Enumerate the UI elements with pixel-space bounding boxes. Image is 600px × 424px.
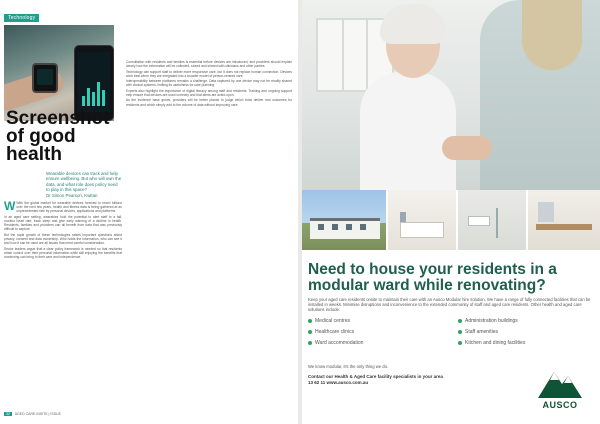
feature-item: Medical centres (308, 318, 350, 324)
paragraph: In an aged care setting, wearables hold the potential to alert staff to a fall, monitor heart rate, track sleep and give early warning of a decline in health. Residents, families and providers can all benefit from data that was previously difficult to capture. (4, 214, 122, 232)
thumbnail-building-exterior (302, 190, 386, 250)
bullet-icon (458, 341, 462, 345)
smartwatch-photo (4, 25, 114, 121)
contact-phone-web: 13 62 11 www.ausco.com.au (308, 379, 369, 385)
mountain-logo-icon (532, 366, 588, 400)
smartwatch-icon (32, 63, 58, 93)
article-standfirst (46, 171, 122, 198)
drop-cap: W (4, 201, 16, 213)
holding-hands (442, 136, 492, 160)
footer-text: AGED CARE INSITE | ISSUE (14, 412, 61, 416)
thumbnail-bathroom (458, 190, 526, 250)
paragraph: Technology can support staff to deliver more responsive care, but it does not replace human connection. Devices work best when they are integrated into a broader model of person-centred care. (126, 69, 292, 78)
right-page-advert (302, 0, 600, 424)
contact-line: Contact our Health & Aged Care facility specialists in your area (308, 374, 443, 379)
bullet-icon (308, 341, 312, 345)
paragraph: Experts also highlight the importance of digital literacy among staff and residents. Training and ongoing support help ensure that devices are used correctly and that alerts are acted upon. (126, 88, 292, 97)
article-headline: Screenshot of good health (6, 108, 110, 165)
bullet-icon (458, 330, 462, 334)
ad-headline: Need to house your residents in a modular ward while renovating? (308, 261, 557, 294)
bullet-icon (308, 319, 312, 323)
feature-item: Ward accommodation (308, 340, 363, 346)
feature-item: Staff amenities (458, 329, 498, 335)
logo-text: AUSCO (542, 400, 578, 410)
page-number: 32 (6, 412, 10, 416)
paragraph: Sector leaders argue that a clear policy framework is needed so that residents retain control over their personal information while still enjoying the benefits that monitoring can bring to their care and independence. (4, 246, 122, 259)
bullet-icon (458, 319, 462, 323)
standfirst-text: Wearable devices can track and help ensure wellbeing. But who will own the data, and what role does policy need to play in this space? (46, 171, 122, 193)
paragraph: Interoperability between platforms remains a challenge. Data captured by one device may not be readily shared with clinical systems, limiting its usefulness for care planning. (126, 79, 292, 88)
resident-figure (360, 72, 456, 190)
body-column-1 (4, 201, 122, 409)
carer-hair (522, 0, 582, 70)
body-column-2 (126, 60, 292, 410)
article-byline: Dr Simon Pearson, Kwitan (46, 192, 98, 198)
left-page (0, 0, 298, 424)
feature-item: Kitchen and dining facilities (458, 340, 525, 346)
ad-body: Keep your aged care residents onsite to maintain their care with an Ausco Modular hire solution. We have a range of fully connected facilities that can be installed in weeks. Minimise disruptions and inconvenience to the extended community of staff and aged care residents. Other health and aged care solutions include: (308, 297, 591, 312)
paragraph: As the evidence base grows, providers will be better placed to judge which tools deliver real outcomes for residents and which simply add to the volume of data without improving care. (126, 98, 292, 107)
feature-item: Healthcare clinics (308, 329, 354, 335)
ausco-logo (532, 366, 588, 410)
thumbnail-office (528, 190, 600, 250)
resident-hair (380, 4, 446, 44)
page-footer (4, 412, 61, 416)
paragraph: W With the global market for wearable devices forecast to reach billions over the next few years, health and fitness data is being gathered at an unprecedented rate by personal devices, applications and platforms. (4, 201, 122, 214)
paragraph: But the rapid growth of these technologies raises important questions about privacy, consent and data ownership. Who holds the information, who can see it and how it can be used are all issues that need careful consideration. (4, 232, 122, 246)
thumbnail-bedroom (388, 190, 456, 250)
section-tag: Technology (4, 14, 39, 22)
bullet-icon (308, 330, 312, 334)
hero-photo (302, 0, 600, 190)
ad-contact (308, 374, 528, 385)
paragraph: Consultation with residents and families is essential before devices are introduced, and providers should explain clearly how the information will be collected, stored and shared with clinicians and other parties. (126, 60, 292, 69)
feature-item: Administration buildings (458, 318, 518, 324)
ad-tagline: We know modular, it's the only thing we do. (308, 364, 389, 369)
